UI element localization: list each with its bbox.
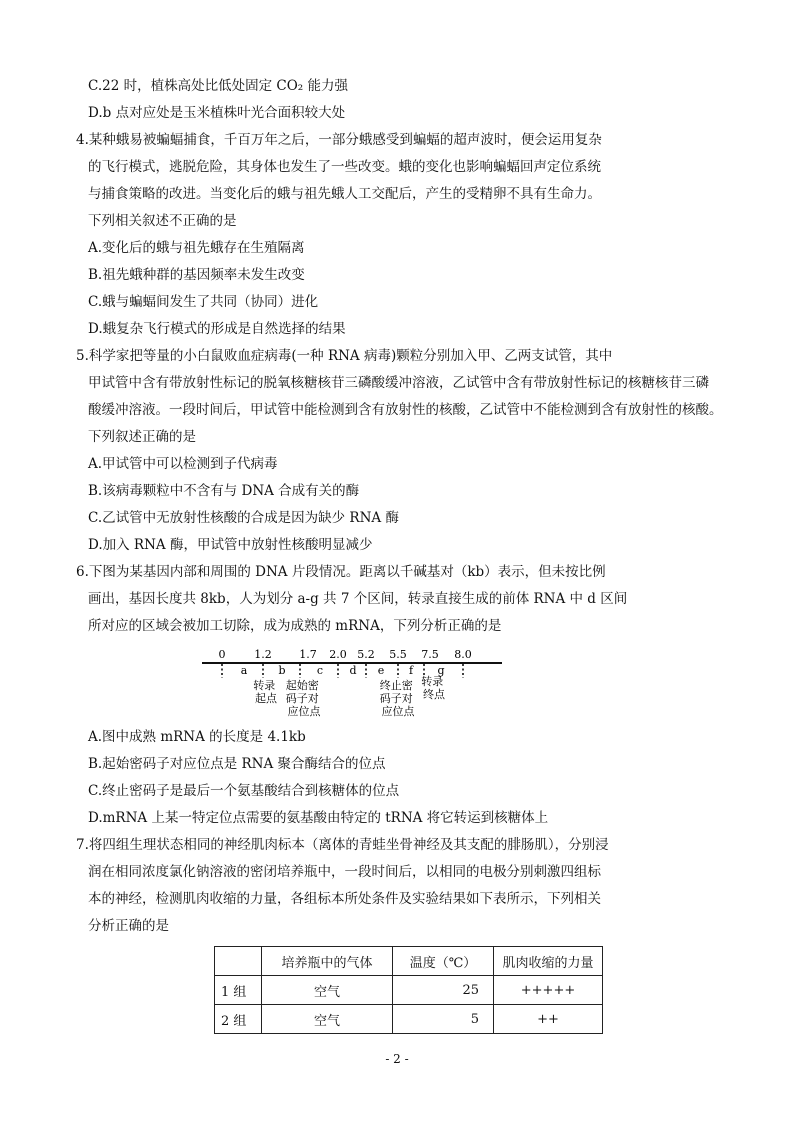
text-line: A.甲试管中可以检测到子代病毒 [88,456,278,472]
text-line: 甲试管中含有带放射性标记的脱氧核糖核苷三磷酸缓冲溶液，乙试管中含有带放射性标记的核糖核苷三磷 [88,375,709,391]
text-line: A.变化后的蛾与祖先蛾存在生殖隔离 [88,240,305,256]
segment-label: d [349,664,357,677]
text-line: 下列相关叙述不正确的是 [88,213,237,229]
table-header [215,947,262,976]
table-cell: +++++ [494,976,603,1005]
segment-label: f [408,664,414,677]
text-line: 6.下图为某基因内部和周围的 DNA 片段情况。距离以千碱基对（kb）表示，但未按比例 [76,564,606,580]
table-header: 培养瓶中的气体 [262,947,393,976]
segment-label: g [437,664,445,677]
segment-label: b [278,664,286,677]
text-line: D.mRNA 上某一特定位点需要的氨基酸由特定的 tRNA 将它转运到核糖体上 [88,810,549,826]
annotation-transcription-start: 转录 起点 [253,679,277,705]
annotation-stop-codon: 终止密 码子对 应位点 [379,679,415,718]
segment-label: c [316,664,324,677]
text-line: 下列叙述正确的是 [88,429,196,445]
table-cell: 25 [393,976,494,1005]
annotation-transcription-end: 转录 终点 [421,675,445,701]
text-line: B.祖先蛾种群的基因频率未发生改变 [88,267,305,283]
position-label: 7.5 [421,648,439,661]
table-cell: 2 组 [215,1005,262,1034]
position-label: 1.7 [299,648,317,661]
text-line: 4.某种蛾易被蝙蝠捕食，千百万年之后，一部分蛾感受到蝙蝠的超声波时，便会运用复杂 [76,132,602,148]
annotation-start-codon: 起始密 码子对 应位点 [285,679,321,718]
text-line: 所对应的区域会被加工切除，成为成熟的 mRNA，下列分析正确的是 [88,618,502,634]
text-line: B.该病毒颗粒中不含有与 DNA 合成有关的酶 [88,483,360,499]
table-cell: 空气 [262,1005,393,1034]
text-line: D.加入 RNA 酶，甲试管中放射性核酸明显减少 [88,537,373,553]
text-line: C.22 时，植株高处比低处固定 CO₂ 能力强 [88,78,348,94]
table-cell: ++ [494,1005,603,1034]
text-line: 分析正确的是 [88,918,169,934]
text-line: 本的神经，检测肌肉收缩的力量，各组标本所处条件及实验结果如下表所示，下列相关 [88,891,601,907]
position-label: 2.0 [329,648,347,661]
page-number: - 2 - [385,1052,409,1066]
table-cell: 空气 [262,976,393,1005]
segment-label: a [240,664,248,677]
text-line: 画出，基因长度共 8kb，人为划分 a-g 共 7 个区间，转录直接生成的前体 RNA 中 d 区间 [88,591,628,607]
position-label: 1.2 [254,648,272,661]
table-cell: 1 组 [215,976,262,1005]
text-line: 酸缓冲溶液。一段时间后，甲试管中能检测到含有放射性的核酸，乙试管中不能检测到含有放射性的核酸。 [88,402,723,418]
position-label: 0 [218,648,226,661]
text-line: B.起始密码子对应位点是 RNA 聚合酶结合的位点 [88,756,386,772]
dna-segment-diagram [200,645,510,725]
table-header: 肌肉收缩的力量 [494,947,603,976]
text-line: 的飞行模式，逃脱危险，其身体也发生了一些改变。蛾的变化也影响蝙蝠回声定位系统 [88,159,601,175]
text-line: C.蛾与蝙蝠间发生了共同（协同）进化 [88,294,319,310]
text-line: A.图中成熟 mRNA 的长度是 4.1kb [88,729,306,745]
text-line: 与捕食策略的改进。当变化后的蛾与祖先蛾人工交配后，产生的受精卵不具有生命力。 [88,186,601,202]
text-line: 7.将四组生理状态相同的神经肌肉标本（离体的青蛙坐骨神经及其支配的腓肠肌），分别浸 [76,837,609,853]
text-line: C.乙试管中无放射性核酸的合成是因为缺少 RNA 酶 [88,510,399,526]
table-cell: 5 [393,1005,494,1034]
segment-label: e [377,664,385,677]
table-row [215,976,603,1005]
text-line: D.蛾复杂飞行模式的形成是自然选择的结果 [88,321,346,337]
table-row [215,1005,603,1034]
position-label: 5.5 [389,648,407,661]
position-label: 8.0 [454,648,472,661]
text-line: 5.科学家把等量的小白鼠败血症病毒(一种 RNA 病毒)颗粒分别加入甲、乙两支试管，其中 [76,348,613,364]
table-header-row [215,947,603,976]
text-line: C.终止密码子是最后一个氨基酸结合到核糖体的位点 [88,783,400,799]
table-header: 温度（℃） [393,947,494,976]
experiment-table [214,946,603,1034]
position-label: 5.2 [357,648,375,661]
text-line: D.b 点对应处是玉米植株叶光合面积较大处 [88,105,346,121]
text-line: 润在相同浓度氯化钠溶液的密闭培养瓶中，一段时间后，以相同的电极分别刺激四组标 [88,864,601,880]
